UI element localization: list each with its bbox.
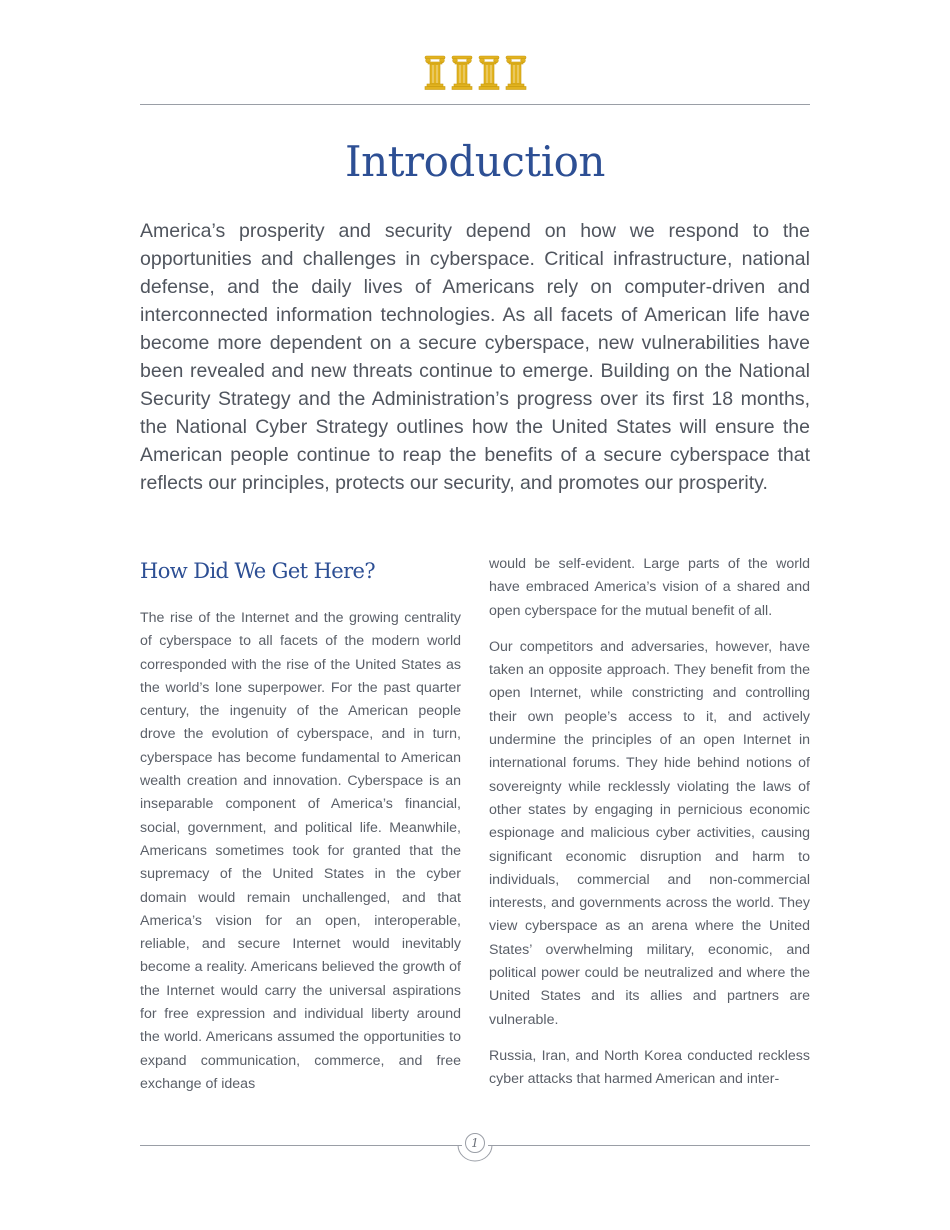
footer-divider-left (140, 1145, 462, 1146)
section-heading: How Did We Get Here? (140, 559, 376, 583)
body-paragraph: Russia, Iran, and North Korea conducted reckless cyber attacks that harmed American and inter- (489, 1047, 810, 1088)
footer-divider-right (488, 1145, 810, 1146)
body-paragraph: would be self-evident. Large parts of the world have embraced America’s vision of a shared and open cyberspace for the mutual benefit of all. (489, 556, 810, 619)
right-column (489, 553, 810, 1105)
header-divider (140, 104, 810, 105)
body-paragraph: Our competitors and adversaries, however, have taken an opposite approach. They benefit from the open Internet, while constricting and controlling their own people’s access to it, and actively undermine the principles of an open Internet in international forums. They hide behind notions of sovereignty while recklessly violating the laws of other states by engaging in pernicious economic espionage and malicious cyber activities, causing significant economic disruption and harm to individuals, commercial and non-commercial interests, and governments across the world. They view cyberspace as an arena where the United States’ overwhelming military, economic, and political power could be neutralized and where the United States and its allies and partners are vulnerable. (489, 638, 810, 1028)
page-title: Introduction (345, 137, 605, 186)
left-column (140, 555, 461, 1110)
intro-paragraph: America’s prosperity and security depend on how we respond to the opportunities and challenges in cyberspace. Critical infrastructure, national defense, and the daily lives of Americans rely on computer-driven and interconnected information technologies. As all facets of American life have become more dependent on a secure cyberspace, new vulnerabilities have been revealed and new threats continue to emerge. Building on the National Security Strategy and the Administration’s progress over its first 18 months, the National Cyber Strategy outlines how the United States will ensure the American people continue to reap the benefits of a secure cyberspace that reflects our principles, protects our security, and promotes our prosperity. (140, 220, 810, 494)
pillars-logo-icon (423, 55, 527, 91)
page-number: 1 (471, 1136, 479, 1150)
body-paragraph: The rise of the Internet and the growing centrality of cyberspace to all facets of the modern world corresponded with the rise of the United States as the world’s lone superpower. For the past quarter century, the ingenuity of the American people drove the evolution of cyberspace, and in turn, cyberspace has become fundamental to American wealth creation and innovation. Cyberspace is an inseparable component of America’s financial, social, government, and political life. Meanwhile, Americans sometimes took for granted that the supremacy of the United States in the cyber domain would remain unchallenged, and that America’s vision for an open, interoperable, reliable, and secure Internet would inevitably become a reality. Americans believed the growth of the Internet would carry the universal aspirations for free expression and individual liberty around the world. Americans assumed the opportunities to expand communication, commerce, and free exchange of ideas (140, 610, 461, 1092)
